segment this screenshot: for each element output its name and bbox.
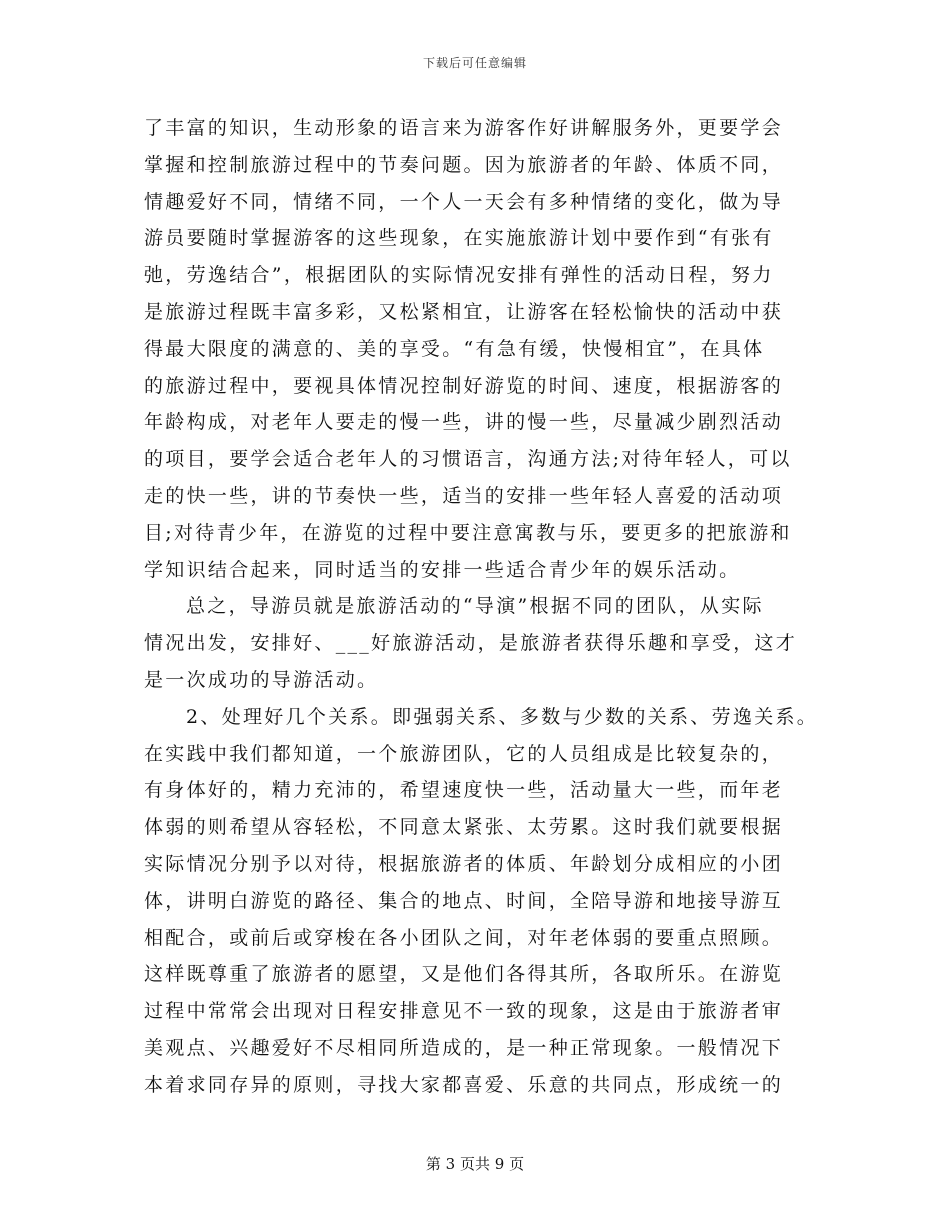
text-line: 掌握和控制旅游过程中的节奏问题。因为旅游者的年龄、体质不同， (144, 153, 784, 176)
text-line: 是旅游过程既丰富多彩，又松紧相宜，让游客在轻松愉快的活动中获 (144, 300, 784, 323)
text-line: 总之，导游员就是旅游活动的“导演”根据不同的团队，从实际 (186, 595, 764, 618)
text-line: 相配合，或前后或穿梭在各小团队之间，对年老体弱的要重点照顾。 (144, 926, 784, 949)
text-line: 学知识结合起来，同时适当的安排一些适合青少年的娱乐活动。 (144, 558, 741, 581)
text-line: 这样既尊重了旅游者的愿望，又是他们各得其所，各取所乐。在游览 (144, 963, 784, 986)
text-line: 过程中常常会出现对日程安排意见不一致的现象，这是由于旅游者审 (144, 1000, 784, 1023)
text-line: 在实践中我们都知道，一个旅游团队，它的人员组成是比较复杂的， (144, 742, 784, 765)
document-body (144, 110, 819, 1104)
text-line: 2、处理好几个关系。即强弱关系、多数与少数的关系、劳逸关系。 (186, 705, 819, 728)
text-line: 情况出发，安排好、___好旅游活动，是旅游者获得乐趣和享受，这才 (144, 632, 798, 655)
page-number: 第 3 页共 9 页 (425, 1155, 525, 1173)
text-line: 美观点、兴趣爱好不尽相同所造成的，是一种正常现象。一般情况下 (144, 1036, 784, 1059)
text-line: 体弱的则希望从容轻松，不同意太紧张、太劳累。这时我们就要根据 (144, 816, 784, 839)
header-note: 下载后可任意编辑 (422, 56, 527, 70)
text-line: 有身体好的，精力充沛的，希望速度快一些，活动量大一些，而年老 (144, 779, 784, 802)
text-line: 体，讲明白游览的路径、集合的地点、时间，全陪导游和地接导游互 (144, 889, 784, 912)
text-line: 目;对待青少年，在游览的过程中要注意寓教与乐，要更多的把旅游和 (144, 521, 792, 544)
text-line: 的项目，要学会适合老年人的习惯语言，沟通方法;对待年轻人，可以 (144, 448, 792, 471)
text-line: 走的快一些，讲的节奏快一些，适当的安排一些年轻人喜爱的活动项 (144, 484, 784, 507)
text-line: 是一次成功的导游活动。 (144, 668, 379, 691)
text-line: 弛，劳逸结合”，根据团队的实际情况安排有弹性的活动日程，努力 (144, 264, 774, 287)
text-line: 的旅游过程中，要视具体情况控制好游览的时间、速度，根据游客的 (144, 374, 784, 397)
text-line: 本着求同存异的原则，寻找大家都喜爱、乐意的共同点，形成统一的 (144, 1073, 784, 1096)
text-line: 了丰富的知识，生动形象的语言来为游客作好讲解服务外，更要学会 (144, 117, 784, 139)
text-line: 游员要随时掌握游客的这些现象，在实施旅游计划中要作到“有张有 (144, 227, 774, 250)
text-line: 得最大限度的满意的、美的享受。“有急有缓，快慢相宜”，在具体 (144, 337, 765, 360)
text-line: 年龄构成，对老年人要走的慢一些，讲的慢一些，尽量减少剧烈活动 (144, 411, 784, 434)
text-line: 实际情况分别予以对待，根据旅游者的体质、年龄划分成相应的小团 (144, 852, 784, 875)
text-line: 情趣爱好不同，情绪不同，一个人一天会有多种情绪的变化，做为导 (144, 190, 784, 213)
